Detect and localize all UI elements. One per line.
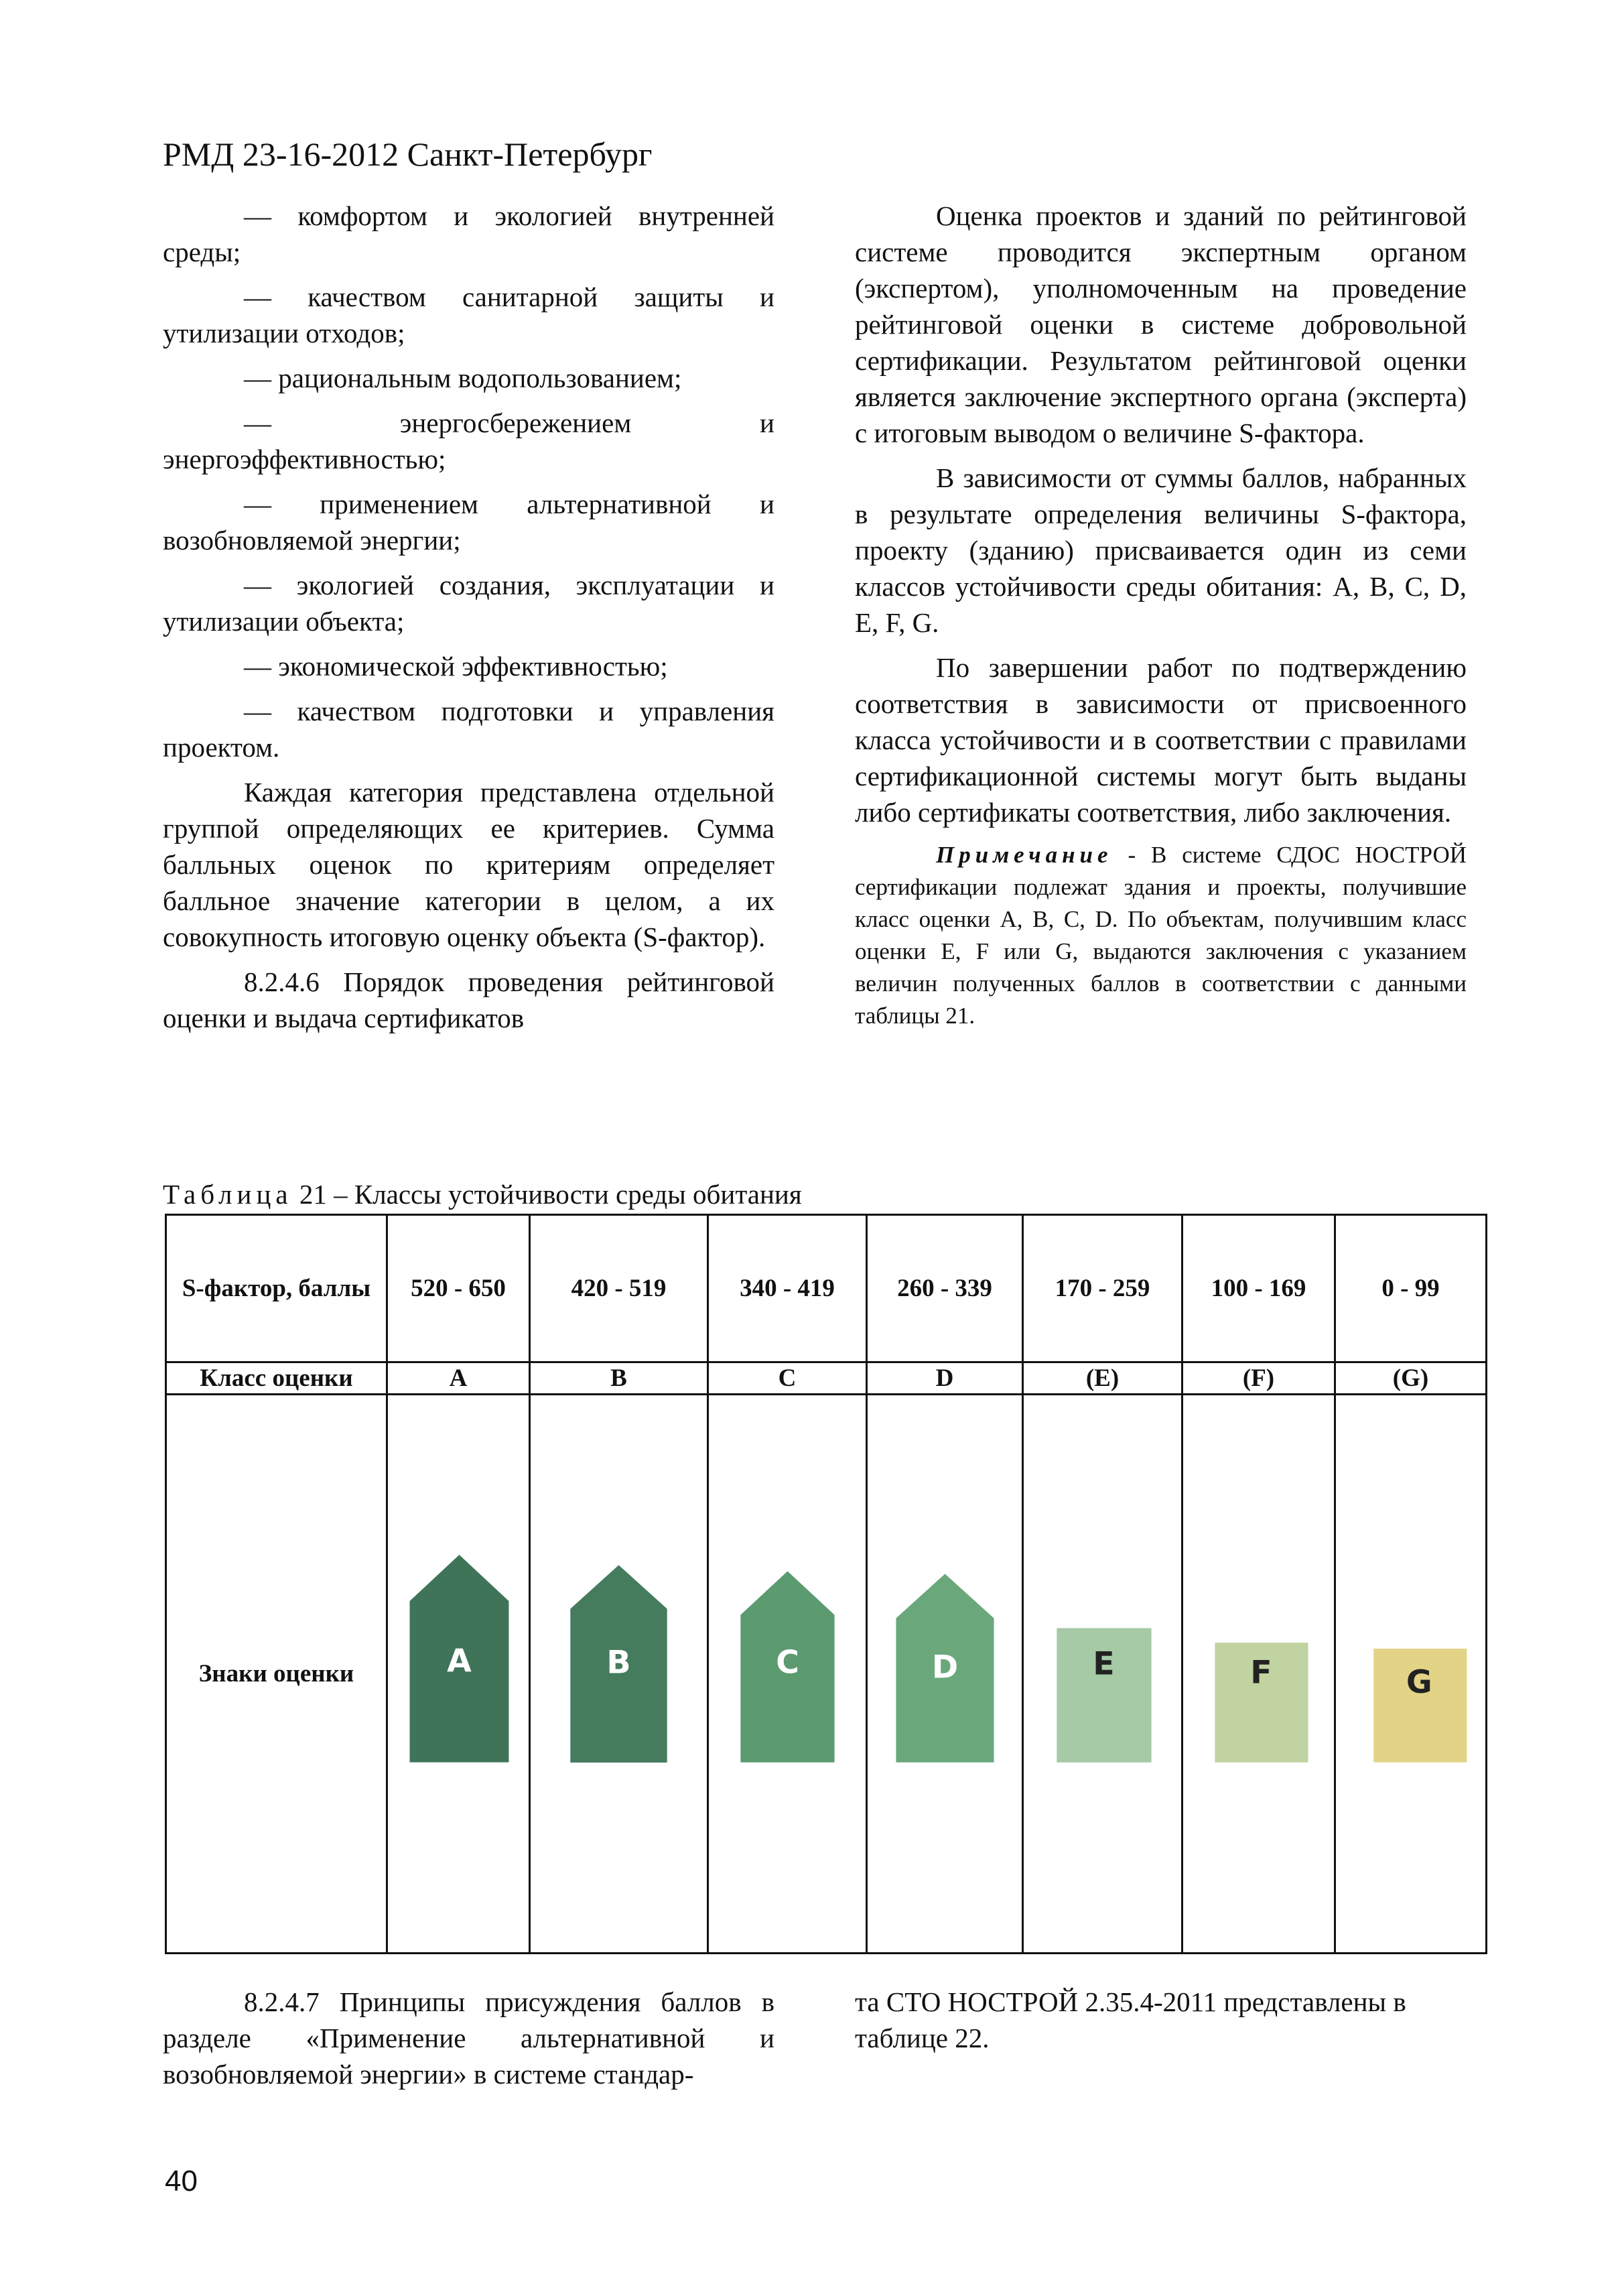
sign-cell — [1182, 1395, 1335, 1954]
range-cell: 520 - 650 — [387, 1215, 530, 1362]
sign-e-badge — [1024, 1395, 1181, 1952]
classes-table — [165, 1214, 1487, 1954]
class-cell: C — [708, 1362, 867, 1395]
class-cell: D — [867, 1362, 1023, 1395]
body-paragraph: По завершении работ по подтверждению соответствия в зависимости от присвоенного класса устойчивости и в соответствии с правилами сертификационной системы могут быть выданы либо сертификаты соответствия, либо заключения. — [855, 652, 1467, 828]
sign-cell — [1335, 1395, 1487, 1954]
sign-cell — [867, 1395, 1023, 1954]
range-cell: 340 - 419 — [708, 1215, 867, 1362]
range-cell: 420 - 519 — [530, 1215, 708, 1362]
sign-f-badge — [1183, 1395, 1334, 1952]
left-column — [163, 198, 774, 1036]
sign-cell — [1023, 1395, 1182, 1954]
sign-cell — [708, 1395, 867, 1954]
list-item: — рациональным водопользованием; — [244, 363, 682, 393]
sign-letter: G — [1406, 1664, 1432, 1702]
list-item: — комфортом и экологией внутренней среды; — [163, 200, 774, 267]
sign-cell — [387, 1395, 530, 1954]
sign-letter: C — [776, 1644, 799, 1681]
sign-cell — [530, 1395, 708, 1954]
sign-c-badge — [709, 1395, 866, 1952]
note-text: - В системе СДОС НОСТРОЙ сертификации подлежат здания и проекты, получившие класс оценки A, B, C, D. По объектам, получившим класс оценки E, F или G, выдаются заключения с указанием величин полученных баллов в соответствии с данными таблицы 21. — [855, 842, 1467, 1029]
sign-letter: B — [606, 1644, 631, 1681]
body-paragraph: Оценка проектов и зданий по рейтинговой системе проводится экспертным органом (экспертом), уполномоченным на проведение рейтинговой оценки в системе добровольной сертификации. Результатом рейтинговой оценки является заключение экспертного органа (эксперта) с итоговым выводом о величине S-фактора. — [855, 200, 1467, 448]
bottom-left-paragraph — [163, 1984, 774, 2092]
section-subheading: 8.2.4.6 Порядок проведения рейтинговой оценки и выдача сертификатов — [163, 966, 774, 1033]
sign-letter: F — [1250, 1654, 1272, 1692]
body-paragraph: та СТО НОСТРОЙ 2.35.4-2011 представлены в таблице 22. — [855, 1986, 1406, 2053]
class-row — [166, 1362, 1487, 1395]
page-number: 40 — [165, 2165, 198, 2197]
body-paragraph: 8.2.4.7 Принципы присуждения баллов в разделе «Применение альтернативной и возобновляемой энергии» в системе стандар- — [163, 1986, 774, 2090]
signs-row — [166, 1395, 1487, 1954]
sfactor-row — [166, 1215, 1487, 1362]
bottom-right-paragraph — [855, 1984, 1467, 2056]
body-paragraph: В зависимости от суммы баллов, набранных в результате определения величины S-фактора, проекту (зданию) присваивается один из семи классов устойчивости среды обитания: A, B, C, D, E, F, G. — [855, 462, 1467, 638]
row-label-sfactor: S-фактор, баллы — [166, 1215, 387, 1362]
list-item: — качеством санитарной защиты и утилизации отходов; — [163, 281, 774, 348]
list-item: — энергосбережением и энергоэффективностью; — [163, 407, 774, 474]
row-label-signs: Знаки оценки — [166, 1395, 387, 1954]
row-label-class: Класс оценки — [166, 1362, 387, 1395]
sign-letter: D — [931, 1649, 959, 1686]
list-item: — экологией создания, эксплуатации и утилизации объекта; — [163, 570, 774, 637]
list-item: — применением альтернативной и возобновляемой энергии; — [163, 489, 774, 556]
sign-letter: A — [447, 1643, 472, 1680]
list-item: — экономической эффективностью; — [244, 651, 668, 682]
sign-a-badge — [388, 1395, 529, 1952]
sign-g-badge — [1336, 1395, 1485, 1952]
note-paragraph — [855, 839, 1467, 1032]
table-caption-label: Таблица — [163, 1179, 293, 1210]
class-cell: A — [387, 1362, 530, 1395]
sign-d-badge — [868, 1395, 1022, 1952]
table-caption — [163, 1177, 802, 1211]
table-caption-text: 21 – Классы устойчивости среды обитания — [292, 1179, 802, 1210]
page-header: РМД 23-16-2012 Санкт-Петербург — [163, 135, 653, 173]
list-item: — качеством подготовки и управления проектом. — [163, 696, 774, 763]
range-cell: 170 - 259 — [1023, 1215, 1182, 1362]
sign-b-badge — [531, 1395, 707, 1952]
range-cell: 0 - 99 — [1335, 1215, 1487, 1362]
class-cell: (G) — [1335, 1362, 1487, 1395]
class-cell: B — [530, 1362, 708, 1395]
note-label: Примечание — [936, 842, 1113, 868]
range-cell: 100 - 169 — [1182, 1215, 1335, 1362]
sign-letter: E — [1093, 1645, 1115, 1683]
class-cell: (F) — [1182, 1362, 1335, 1395]
right-column — [855, 198, 1467, 1032]
class-cell: (E) — [1023, 1362, 1182, 1395]
body-paragraph: Каждая категория представлена отдельной группой определяющих ее критериев. Сумма балльных оценок по критериям определяет балльное значение категории в целом, а их совокупность итоговую оценку объекта (S-фактор). — [163, 777, 774, 952]
range-cell: 260 - 339 — [867, 1215, 1023, 1362]
